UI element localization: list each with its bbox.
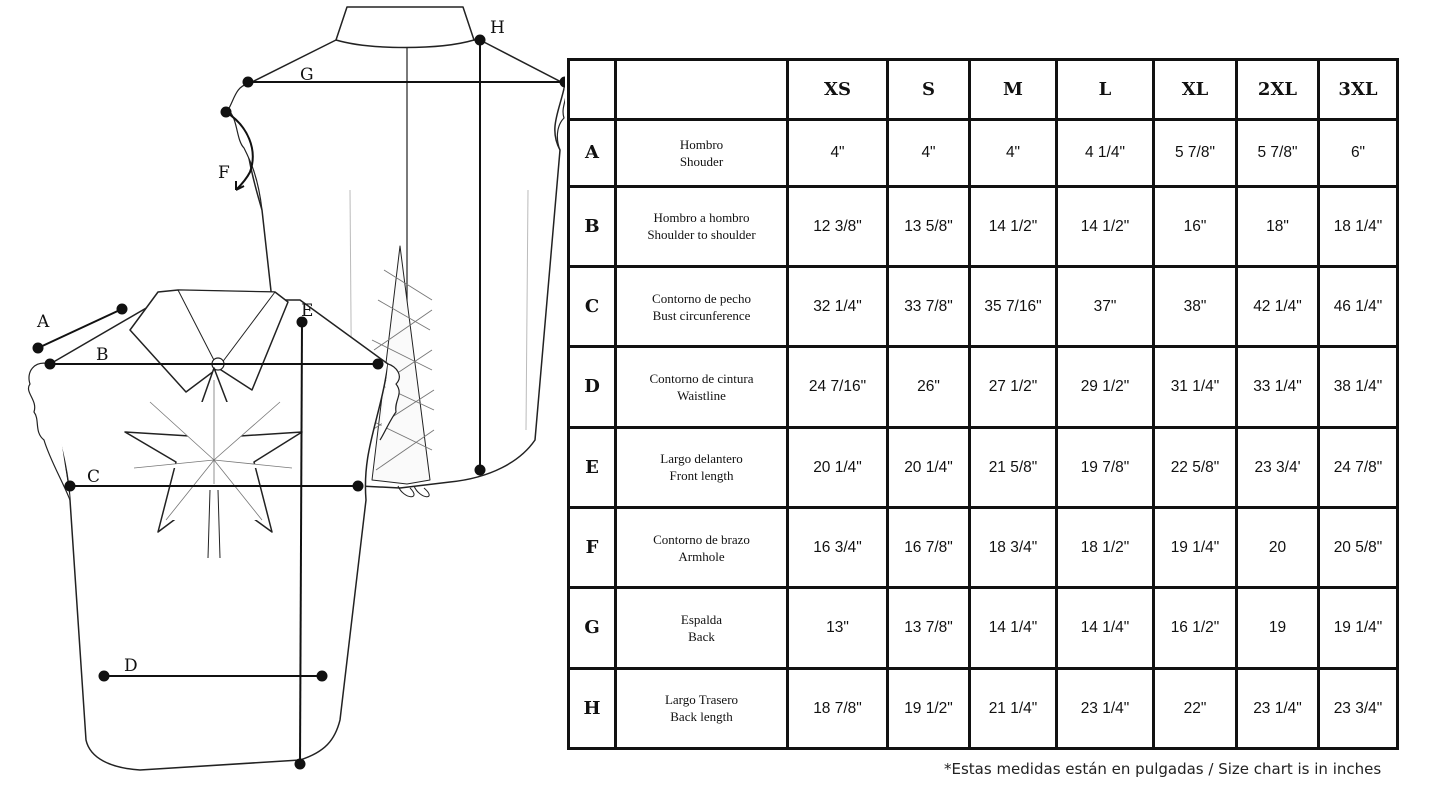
row-label	[616, 266, 788, 346]
size-header-l: L	[1057, 60, 1154, 120]
size-value-m: 18 3/4"	[970, 507, 1057, 587]
size-value-2xl: 23 3/4'	[1237, 427, 1319, 507]
size-value-xs: 12 3/8"	[788, 186, 888, 266]
diagram-label-g: G	[300, 65, 314, 85]
size-value-xl: 19 1/4"	[1154, 507, 1237, 587]
row-label-english: Shouder	[679, 153, 724, 169]
size-header-xs: XS	[788, 60, 888, 120]
size-value-s: 13 5/8"	[888, 186, 970, 266]
row-label-spanish: Espalda	[680, 611, 723, 627]
row-label-english: Back length	[670, 709, 733, 725]
size-value-2xl: 18"	[1237, 186, 1319, 266]
size-value-xl: 5 7/8"	[1154, 120, 1237, 186]
size-value-3xl: 46 1/4"	[1319, 266, 1398, 346]
row-code: A	[569, 120, 616, 186]
size-header-3xl: 3XL	[1319, 60, 1398, 120]
diagram-label-h: H	[490, 18, 505, 38]
size-value-l: 23 1/4"	[1057, 668, 1154, 748]
size-value-2xl: 20	[1237, 507, 1319, 587]
size-value-m: 21 5/8"	[970, 427, 1057, 507]
row-label-spanish: Largo Trasero	[664, 692, 739, 708]
size-value-2xl: 42 1/4"	[1237, 266, 1319, 346]
row-label-english: Armhole	[678, 548, 725, 564]
row-label-spanish: Contorno de cintura	[649, 370, 754, 386]
diagram-label-a: A	[37, 312, 50, 332]
row-label	[616, 427, 788, 507]
measurement-row-h	[569, 668, 1398, 748]
header-blank-label	[616, 60, 788, 120]
size-value-3xl: 24 7/8"	[1319, 427, 1398, 507]
size-value-2xl: 33 1/4"	[1237, 347, 1319, 427]
size-value-l: 29 1/2"	[1057, 347, 1154, 427]
row-label	[616, 668, 788, 748]
measurement-row-c	[569, 266, 1398, 346]
row-code: F	[569, 507, 616, 587]
size-value-xl: 16 1/2"	[1154, 588, 1237, 668]
row-label-english: Back	[688, 628, 715, 644]
size-value-l: 14 1/4"	[1057, 588, 1154, 668]
row-code: D	[569, 347, 616, 427]
row-label-english: Bust circunference	[652, 307, 751, 323]
size-value-l: 37"	[1057, 266, 1154, 346]
row-code: G	[569, 588, 616, 668]
row-label-spanish: Contorno de pecho	[652, 290, 751, 306]
garment-measurement-diagram	[0, 0, 565, 809]
units-footnote: *Estas medidas están en pulgadas / Size chart is in inches	[944, 760, 1382, 778]
size-header-xl: XL	[1154, 60, 1237, 120]
size-value-3xl: 20 5/8"	[1319, 507, 1398, 587]
size-value-xs: 24 7/16"	[788, 347, 888, 427]
row-label-english: Front length	[669, 468, 734, 484]
size-value-xl: 38"	[1154, 266, 1237, 346]
size-value-m: 27 1/2"	[970, 347, 1057, 427]
size-value-xs: 13"	[788, 588, 888, 668]
diagram-label-f: F	[218, 163, 230, 183]
size-value-xl: 16"	[1154, 186, 1237, 266]
size-value-3xl: 19 1/4"	[1319, 588, 1398, 668]
size-chart-body	[569, 120, 1398, 749]
size-chart-table	[567, 58, 1399, 750]
diagram-label-c: C	[87, 467, 101, 487]
row-label	[616, 120, 788, 186]
size-value-s: 19 1/2"	[888, 668, 970, 748]
row-label-spanish: Contorno de brazo	[653, 531, 750, 547]
size-value-xs: 32 1/4"	[788, 266, 888, 346]
size-value-xs: 4"	[788, 120, 888, 186]
size-value-s: 20 1/4"	[888, 427, 970, 507]
size-value-s: 33 7/8"	[888, 266, 970, 346]
row-label-spanish: Largo delantero	[660, 451, 743, 467]
size-value-xl: 31 1/4"	[1154, 347, 1237, 427]
measurement-row-e	[569, 427, 1398, 507]
size-header-2xl: 2XL	[1237, 60, 1319, 120]
size-value-l: 14 1/2"	[1057, 186, 1154, 266]
size-value-m: 14 1/4"	[970, 588, 1057, 668]
size-value-xl: 22 5/8"	[1154, 427, 1237, 507]
size-value-l: 18 1/2"	[1057, 507, 1154, 587]
measurement-row-g	[569, 588, 1398, 668]
size-value-l: 4 1/4"	[1057, 120, 1154, 186]
diagram-label-d: D	[124, 656, 138, 676]
measurement-row-b	[569, 186, 1398, 266]
row-label	[616, 347, 788, 427]
size-header-row	[569, 60, 1398, 120]
size-value-m: 14 1/2"	[970, 186, 1057, 266]
measurement-row-d	[569, 347, 1398, 427]
size-value-s: 26"	[888, 347, 970, 427]
size-value-s: 4"	[888, 120, 970, 186]
row-label-english: Shoulder to shoulder	[647, 227, 756, 243]
front-view-blouse	[28, 290, 399, 770]
size-value-xl: 22"	[1154, 668, 1237, 748]
row-label-spanish: Hombro a hombro	[653, 210, 750, 226]
size-value-l: 19 7/8"	[1057, 427, 1154, 507]
row-label	[616, 186, 788, 266]
size-header-m: M	[970, 60, 1057, 120]
row-code: C	[569, 266, 616, 346]
size-value-xs: 18 7/8"	[788, 668, 888, 748]
size-value-s: 13 7/8"	[888, 588, 970, 668]
size-value-2xl: 23 1/4"	[1237, 668, 1319, 748]
row-code: B	[569, 186, 616, 266]
row-label-english: Waistline	[677, 387, 726, 403]
size-header-s: S	[888, 60, 970, 120]
size-value-m: 4"	[970, 120, 1057, 186]
diagram-label-b: B	[96, 345, 109, 365]
row-label	[616, 507, 788, 587]
size-value-2xl: 19	[1237, 588, 1319, 668]
size-value-3xl: 18 1/4"	[1319, 186, 1398, 266]
size-value-3xl: 23 3/4"	[1319, 668, 1398, 748]
size-value-xs: 20 1/4"	[788, 427, 888, 507]
diagram-label-e: E	[301, 301, 314, 321]
measurement-row-a	[569, 120, 1398, 186]
size-value-xs: 16 3/4"	[788, 507, 888, 587]
size-value-m: 21 1/4"	[970, 668, 1057, 748]
row-label-spanish: Hombro	[679, 136, 724, 152]
size-value-3xl: 38 1/4"	[1319, 347, 1398, 427]
size-value-m: 35 7/16"	[970, 266, 1057, 346]
size-value-s: 16 7/8"	[888, 507, 970, 587]
row-code: H	[569, 668, 616, 748]
header-blank-code	[569, 60, 616, 120]
row-code: E	[569, 427, 616, 507]
row-label	[616, 588, 788, 668]
measurement-row-f	[569, 507, 1398, 587]
size-value-2xl: 5 7/8"	[1237, 120, 1319, 186]
size-value-3xl: 6"	[1319, 120, 1398, 186]
